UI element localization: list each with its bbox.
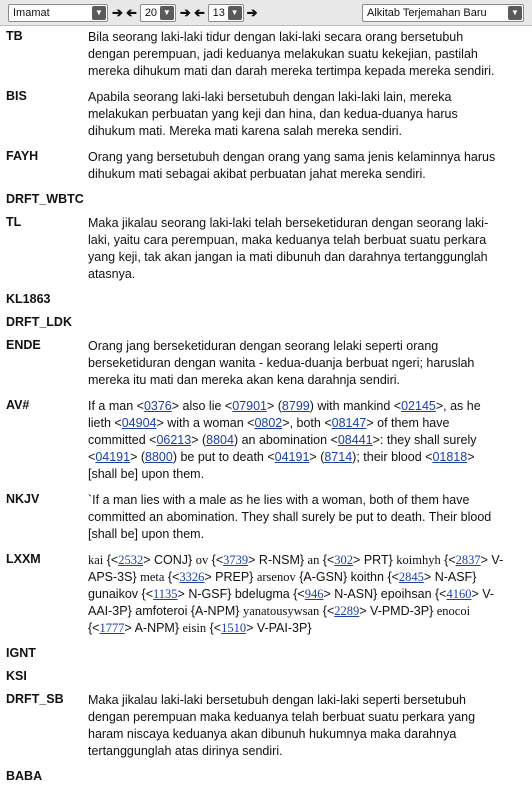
- verse-text-segment: {<: [289, 587, 305, 601]
- verse-text-strongs: [88, 398, 526, 483]
- version-row: [0, 689, 532, 766]
- verse-text-segment: gunaikov: [88, 587, 139, 601]
- strongs-number-link[interactable]: 1510: [221, 621, 247, 635]
- version-abbr: IGNT: [6, 646, 36, 660]
- version-abbr: DRFT_WBTC: [6, 192, 84, 206]
- verse-text-segment: {<: [431, 587, 447, 601]
- chevron-down-icon: ▼: [508, 6, 522, 20]
- version-row-av: [0, 395, 532, 489]
- strongs-number-link[interactable]: 8800: [145, 450, 173, 464]
- verse-text: [88, 192, 526, 206]
- strongs-number-link[interactable]: 8804: [206, 433, 234, 447]
- version-abbr: ENDE: [6, 338, 41, 352]
- verse-text: Orang yang bersetubuh dengan orang yang sama jenis kelaminnya harus dihukum mati sebagai akibat perbuatan jahat mereka sendiri.: [88, 150, 496, 181]
- verse-text: Maka jikalau laki-laki bersetubuh dengan laki-laki seperti bersetubuh dengan perempuan maka keduanya telah berbuat suatu perkara yang haram niscaya keduanya akan dibunuh hukumnya maka darahnya tertanggunglah atas dirinya sendiri.: [88, 693, 476, 758]
- version-abbr: AV#: [6, 398, 30, 412]
- greek-word: arsenov: [256, 570, 296, 584]
- verse-text-segment: > V-AAI-3P}: [88, 587, 495, 618]
- toolbar: [0, 0, 532, 26]
- previous-book-arrow-icon[interactable]: ➔: [112, 4, 123, 20]
- version-row-lxxm: [0, 549, 532, 643]
- verse-text: Apabila seorang laki-laki bersetubuh dengan laki-laki lain, mereka melakukan perbuatan yang keji dan hina, dan kedua-duanya harus dihukum mati. Mereka mati karena salah mereka sendiri.: [88, 90, 458, 138]
- greek-word: kai: [88, 553, 104, 567]
- version-abbr: KL1863: [6, 292, 51, 306]
- greek-word: meta: [140, 570, 165, 584]
- strongs-number-link[interactable]: 04191: [274, 450, 310, 464]
- greek-word: eisin: [182, 621, 207, 635]
- version-abbr: NKJV: [6, 492, 40, 506]
- strongs-number-link[interactable]: 2837: [455, 553, 481, 567]
- version-abbr: TL: [6, 215, 22, 229]
- strongs-number-link[interactable]: 2532: [118, 553, 144, 567]
- verse-text-segment: {<: [383, 570, 399, 584]
- verse-text-segment: > R-NSM}: [248, 553, 308, 567]
- verse-text-segment: > (: [130, 450, 146, 464]
- version-abbr: TB: [6, 29, 23, 43]
- verse-text-segment: {A-NPM}: [187, 604, 243, 618]
- strongs-number-link[interactable]: 8714: [324, 450, 353, 464]
- verse-text-segment: {<: [164, 570, 180, 584]
- verse-text-segment: > V-APS-3S}: [88, 553, 504, 584]
- strongs-number-link[interactable]: 01818: [432, 450, 468, 464]
- verse-text-segment: > of them have committed <: [88, 416, 450, 447]
- version-row: [0, 643, 532, 666]
- next-chapter-arrow-icon[interactable]: ➔: [179, 4, 191, 20]
- verse-text-segment: > (: [309, 450, 325, 464]
- verse-text-segment: {<: [88, 621, 100, 635]
- version-row: [0, 86, 532, 146]
- strongs-number-link[interactable]: 04191: [95, 450, 131, 464]
- verse-text: Bila seorang laki-laki tidur dengan laki-laki secara orang bersetubuh dengan perempuan, jadi keduanya melakukan suatu kekejian, pastilah mereka dihukum mati dan darah mereka tertimpa kepada mereka sendiri.: [88, 30, 495, 78]
- strongs-number-link[interactable]: 08147: [331, 416, 367, 430]
- strongs-number-link[interactable]: 2289: [334, 604, 360, 618]
- greek-word: enocoi: [436, 604, 471, 618]
- verse-text: [88, 315, 526, 329]
- strongs-number-link[interactable]: 04904: [121, 416, 157, 430]
- version-abbr: KSI: [6, 669, 27, 683]
- verse-text-segment: > N-ASN}: [323, 587, 381, 601]
- verse-text: Orang jang berseketiduran dengan seorang lelaki seperti orang berseketiduran dengan wanita - kedua-duanja berbuat ngeri; haruslah mereka itu mati dan mereka akan kena darahnja sendiri.: [88, 339, 475, 387]
- strongs-number-link[interactable]: 4160: [446, 587, 472, 601]
- chapter-select[interactable]: [140, 4, 176, 22]
- version-abbr: DRFT_SB: [6, 692, 64, 706]
- version-row: [0, 312, 532, 335]
- verse-text-segment: > A-NPM}: [124, 621, 183, 635]
- verse-select[interactable]: [208, 4, 244, 22]
- verse-text-segment: epoihsan: [380, 587, 432, 601]
- verse-text: [88, 292, 526, 306]
- version-abbr: DRFT_LDK: [6, 315, 72, 329]
- strongs-number-link[interactable]: 2845: [398, 570, 424, 584]
- chevron-down-icon: ▼: [92, 6, 106, 20]
- chevron-down-icon: ▼: [160, 6, 174, 20]
- greek-word: ov: [195, 553, 209, 567]
- chapter-select-value: 20: [144, 6, 158, 19]
- verse-text-segment: {<: [319, 604, 335, 618]
- verse-text: [88, 769, 526, 783]
- verse-text: `If a man lies with a male as he lies with a woman, both of them have committed an abomination. They shall surely be put to death. Their blood [shall be] upon them.: [88, 493, 492, 541]
- verse-text-segment: ) with mankind <: [309, 399, 402, 413]
- verse-text-segment: {<: [103, 553, 119, 567]
- version-row: [0, 335, 532, 395]
- verse-text-segment: > N-ASF}: [423, 570, 477, 584]
- verse-text-segment: amfoteroi: [135, 604, 188, 618]
- verse-text-segment: > V-PAI-3P}: [246, 621, 312, 635]
- verse-text-segment: > (: [191, 433, 207, 447]
- strongs-number-link[interactable]: 0802: [254, 416, 283, 430]
- verse-text-segment: > also lie <: [171, 399, 233, 413]
- strongs-number-link[interactable]: 08441: [337, 433, 373, 447]
- version-abbr: BIS: [6, 89, 27, 103]
- strongs-number-link[interactable]: 1135: [153, 587, 178, 601]
- version-row-nkjv: [0, 489, 532, 549]
- verse-text: [88, 646, 526, 660]
- verse-text-segment: > (: [266, 399, 282, 413]
- verse-text-segment: > [shall be] upon them.: [88, 450, 475, 481]
- version-row: [0, 766, 532, 789]
- greek-word: koimhyh: [396, 553, 441, 567]
- chevron-down-icon: ▼: [228, 6, 242, 20]
- verse-text-segment: > V-PMD-3P}: [359, 604, 437, 618]
- verse-text-segment: ); their blood <: [352, 450, 433, 464]
- strongs-number-link[interactable]: 1777: [99, 621, 125, 635]
- version-abbr: FAYH: [6, 149, 39, 163]
- version-abbr: LXXM: [6, 552, 41, 566]
- strongs-number-link[interactable]: 3326: [179, 570, 205, 584]
- verse-text-segment: > PRT}: [353, 553, 397, 567]
- verse-text-segment: {<: [206, 621, 222, 635]
- strongs-number-link[interactable]: 02145: [401, 399, 436, 413]
- verse-text-segment: >, both <: [282, 416, 332, 430]
- version-row: [0, 666, 532, 689]
- version-select-value: Alkitab Terjemahan Baru: [367, 6, 487, 19]
- verse-text-segment: >, as he lieth <: [88, 399, 481, 430]
- verse-text-segment: {<: [440, 553, 456, 567]
- verse-text: Maka jikalau seorang laki-laki telah berseketiduran dengan seorang laki-laki, yaitu cara perempuan, maka keduanya telah berbuat suatu perkara yang keji, tak akan jangan ia mati dibunuh dan darahnya tertanggunglah atasnya.: [88, 216, 489, 281]
- verse-text-segment: > with a woman <: [156, 416, 255, 430]
- verse-text: [88, 669, 526, 683]
- verse-text-segment: >: they shall surely <: [88, 433, 477, 464]
- verse-text-segment: ) an abomination <: [233, 433, 338, 447]
- strongs-number-link[interactable]: 06213: [156, 433, 192, 447]
- version-row: [0, 26, 532, 86]
- strongs-number-link[interactable]: 302: [334, 553, 354, 567]
- strongs-number-link[interactable]: 0376: [143, 399, 172, 413]
- book-select[interactable]: [8, 4, 108, 22]
- verse-text-segment: {<: [138, 587, 153, 601]
- verse-text-segment: bdelugma: [234, 587, 290, 601]
- verse-text-segment: {<: [319, 553, 335, 567]
- verse-text-segment: {<: [208, 553, 224, 567]
- version-abbr: BABA: [6, 769, 43, 783]
- version-row: [0, 146, 532, 189]
- version-row: [0, 189, 532, 212]
- verse-select-value: 13: [212, 6, 225, 19]
- verse-text-segment: If a man <: [88, 399, 144, 413]
- verse-text-segment: ) be put to death <: [172, 450, 275, 464]
- previous-verse-arrow-icon[interactable]: ➔: [193, 4, 205, 20]
- verse-text-strongs: [88, 552, 526, 637]
- verse-text-segment: > N-GSF}: [177, 587, 235, 601]
- greek-word: an: [307, 553, 320, 567]
- verse-text-segment: > CONJ}: [143, 553, 196, 567]
- version-select[interactable]: [362, 4, 524, 22]
- book-select-value: Imamat: [13, 6, 50, 19]
- back-arrow-icon[interactable]: ➔: [125, 4, 137, 20]
- next-verse-arrow-icon[interactable]: ➔: [246, 4, 258, 20]
- verse-text-segment: koithn: [350, 570, 384, 584]
- verse-text-segment: {A-GSN}: [295, 570, 351, 584]
- verse-text-segment: > PREP}: [204, 570, 257, 584]
- strongs-number-link[interactable]: 946: [304, 587, 324, 601]
- strongs-number-link[interactable]: 8799: [281, 399, 310, 413]
- version-row: [0, 212, 532, 289]
- version-list: [0, 26, 532, 789]
- strongs-number-link[interactable]: 07901: [232, 399, 267, 413]
- strongs-number-link[interactable]: 3739: [223, 553, 249, 567]
- version-row: [0, 289, 532, 312]
- greek-word: yanatousywsan: [242, 604, 320, 618]
